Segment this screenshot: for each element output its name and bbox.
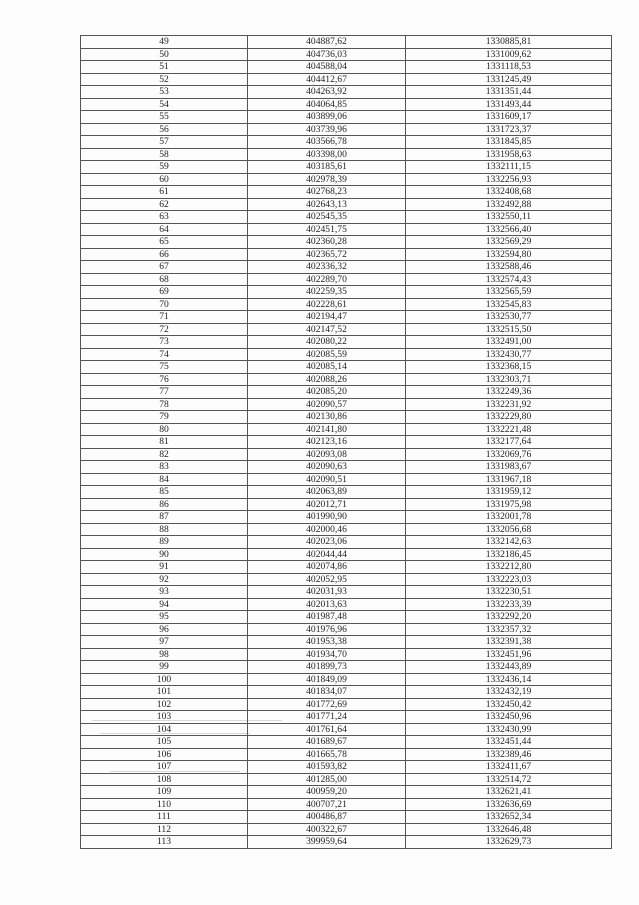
y-coordinate-cell: 1332629,73 — [406, 836, 612, 849]
table-row — [81, 48, 612, 61]
point-number-cell: 51 — [81, 61, 248, 74]
x-coordinate-cell: 402228,61 — [248, 298, 406, 311]
y-coordinate-cell: 1332646,48 — [406, 823, 612, 836]
point-number-cell: 57 — [81, 136, 248, 149]
point-number-cell: 80 — [81, 423, 248, 436]
table-row — [81, 386, 612, 399]
y-coordinate-cell: 1332056,68 — [406, 523, 612, 536]
x-coordinate-cell: 401987,48 — [248, 611, 406, 624]
point-number-cell: 73 — [81, 336, 248, 349]
y-coordinate-cell: 1332408,68 — [406, 186, 612, 199]
x-coordinate-cell: 402768,23 — [248, 186, 406, 199]
y-coordinate-cell: 1332357,32 — [406, 623, 612, 636]
point-number-cell: 94 — [81, 598, 248, 611]
point-number-cell: 87 — [81, 511, 248, 524]
y-coordinate-cell: 1332233,39 — [406, 598, 612, 611]
y-coordinate-cell: 1332230,51 — [406, 586, 612, 599]
x-coordinate-cell: 403899,06 — [248, 111, 406, 124]
table-row — [81, 436, 612, 449]
point-number-cell: 110 — [81, 798, 248, 811]
x-coordinate-cell: 402063,89 — [248, 486, 406, 499]
table-row — [81, 298, 612, 311]
point-number-cell: 72 — [81, 323, 248, 336]
point-number-cell: 84 — [81, 473, 248, 486]
x-coordinate-cell: 400959,20 — [248, 786, 406, 799]
table-row — [81, 123, 612, 136]
table-row — [81, 786, 612, 799]
point-number-cell: 113 — [81, 836, 248, 849]
y-coordinate-cell: 1330885,81 — [406, 36, 612, 49]
x-coordinate-cell: 402023,06 — [248, 536, 406, 549]
x-coordinate-cell: 402643,13 — [248, 198, 406, 211]
x-coordinate-cell: 401771,24 — [248, 711, 406, 724]
y-coordinate-cell: 1332223,03 — [406, 573, 612, 586]
table-row — [81, 111, 612, 124]
x-coordinate-cell: 402147,52 — [248, 323, 406, 336]
y-coordinate-cell: 1331967,18 — [406, 473, 612, 486]
point-number-cell: 103 — [81, 711, 248, 724]
x-coordinate-cell: 401772,69 — [248, 698, 406, 711]
x-coordinate-cell: 402090,63 — [248, 461, 406, 474]
x-coordinate-cell: 401934,70 — [248, 648, 406, 661]
y-coordinate-cell: 1332588,46 — [406, 261, 612, 274]
table-row — [81, 573, 612, 586]
y-coordinate-cell: 1332231,92 — [406, 398, 612, 411]
x-coordinate-cell: 402085,20 — [248, 386, 406, 399]
table-row — [81, 636, 612, 649]
table-row — [81, 448, 612, 461]
y-coordinate-cell: 1331845,85 — [406, 136, 612, 149]
point-number-cell: 93 — [81, 586, 248, 599]
table-row — [81, 698, 612, 711]
y-coordinate-cell: 1331723,37 — [406, 123, 612, 136]
point-number-cell: 55 — [81, 111, 248, 124]
table-row — [81, 723, 612, 736]
table-row — [81, 711, 612, 724]
x-coordinate-cell: 402074,86 — [248, 561, 406, 574]
point-number-cell: 76 — [81, 373, 248, 386]
table-row — [81, 223, 612, 236]
y-coordinate-cell: 1332451,96 — [406, 648, 612, 661]
table-row — [81, 373, 612, 386]
x-coordinate-cell: 402052,95 — [248, 573, 406, 586]
table-row — [81, 286, 612, 299]
y-coordinate-cell: 1332391,38 — [406, 636, 612, 649]
x-coordinate-cell: 402090,57 — [248, 398, 406, 411]
point-number-cell: 64 — [81, 223, 248, 236]
table-row — [81, 98, 612, 111]
table-row — [81, 336, 612, 349]
point-number-cell: 53 — [81, 86, 248, 99]
y-coordinate-cell: 1331609,17 — [406, 111, 612, 124]
table-row — [81, 36, 612, 49]
x-coordinate-cell: 402259,35 — [248, 286, 406, 299]
y-coordinate-cell: 1331009,62 — [406, 48, 612, 61]
x-coordinate-cell: 403739,96 — [248, 123, 406, 136]
x-coordinate-cell: 401285,00 — [248, 773, 406, 786]
table-row — [81, 748, 612, 761]
y-coordinate-cell: 1332186,45 — [406, 548, 612, 561]
y-coordinate-cell: 1331958,63 — [406, 148, 612, 161]
point-number-cell: 111 — [81, 811, 248, 824]
y-coordinate-cell: 1331351,44 — [406, 86, 612, 99]
point-number-cell: 59 — [81, 161, 248, 174]
y-coordinate-cell: 1331983,67 — [406, 461, 612, 474]
table-row — [81, 248, 612, 261]
table-row — [81, 761, 612, 774]
y-coordinate-cell: 1332001,78 — [406, 511, 612, 524]
y-coordinate-cell: 1331959,12 — [406, 486, 612, 499]
table-row — [81, 198, 612, 211]
x-coordinate-cell: 402088,26 — [248, 373, 406, 386]
point-number-cell: 106 — [81, 748, 248, 761]
table-row — [81, 498, 612, 511]
x-coordinate-cell: 401761,64 — [248, 723, 406, 736]
y-coordinate-cell: 1332142,63 — [406, 536, 612, 549]
point-number-cell: 82 — [81, 448, 248, 461]
y-coordinate-cell: 1332212,80 — [406, 561, 612, 574]
x-coordinate-cell: 401953,38 — [248, 636, 406, 649]
point-number-cell: 63 — [81, 211, 248, 224]
point-number-cell: 99 — [81, 661, 248, 674]
point-number-cell: 112 — [81, 823, 248, 836]
x-coordinate-cell: 400486,87 — [248, 811, 406, 824]
table-row — [81, 536, 612, 549]
x-coordinate-cell: 399959,64 — [248, 836, 406, 849]
x-coordinate-cell: 402044,44 — [248, 548, 406, 561]
table-row — [81, 736, 612, 749]
table-row — [81, 161, 612, 174]
x-coordinate-cell: 402130,86 — [248, 411, 406, 424]
table-row — [81, 461, 612, 474]
x-coordinate-cell: 404412,67 — [248, 73, 406, 86]
x-coordinate-cell: 400707,21 — [248, 798, 406, 811]
y-coordinate-cell: 1332432,19 — [406, 686, 612, 699]
y-coordinate-cell: 1332411,67 — [406, 761, 612, 774]
x-coordinate-cell: 402085,14 — [248, 361, 406, 374]
table-row — [81, 673, 612, 686]
x-coordinate-cell: 404263,92 — [248, 86, 406, 99]
point-number-cell: 60 — [81, 173, 248, 186]
point-number-cell: 107 — [81, 761, 248, 774]
point-number-cell: 65 — [81, 236, 248, 249]
point-number-cell: 100 — [81, 673, 248, 686]
x-coordinate-cell: 402194,47 — [248, 311, 406, 324]
y-coordinate-cell: 1332491,00 — [406, 336, 612, 349]
point-number-cell: 91 — [81, 561, 248, 574]
x-coordinate-cell: 400322,67 — [248, 823, 406, 836]
x-coordinate-cell: 403398,00 — [248, 148, 406, 161]
table-row — [81, 211, 612, 224]
x-coordinate-cell: 401689,67 — [248, 736, 406, 749]
y-coordinate-cell: 1332177,64 — [406, 436, 612, 449]
table-row — [81, 548, 612, 561]
y-coordinate-cell: 1332652,34 — [406, 811, 612, 824]
x-coordinate-cell: 401899,73 — [248, 661, 406, 674]
x-coordinate-cell: 401990,90 — [248, 511, 406, 524]
point-number-cell: 88 — [81, 523, 248, 536]
point-number-cell: 89 — [81, 536, 248, 549]
point-number-cell: 81 — [81, 436, 248, 449]
table-row — [81, 611, 612, 624]
point-number-cell: 90 — [81, 548, 248, 561]
coordinates-table-body — [81, 36, 612, 849]
x-coordinate-cell: 402123,16 — [248, 436, 406, 449]
point-number-cell: 50 — [81, 48, 248, 61]
table-row — [81, 273, 612, 286]
y-coordinate-cell: 1332069,76 — [406, 448, 612, 461]
table-row — [81, 598, 612, 611]
point-number-cell: 56 — [81, 123, 248, 136]
table-row — [81, 411, 612, 424]
y-coordinate-cell: 1332111,15 — [406, 161, 612, 174]
x-coordinate-cell: 402090,51 — [248, 473, 406, 486]
point-number-cell: 75 — [81, 361, 248, 374]
table-row — [81, 773, 612, 786]
table-row — [81, 423, 612, 436]
table-row — [81, 561, 612, 574]
y-coordinate-cell: 1332450,96 — [406, 711, 612, 724]
point-number-cell: 69 — [81, 286, 248, 299]
coordinates-table — [80, 35, 612, 849]
x-coordinate-cell: 402013,63 — [248, 598, 406, 611]
table-row — [81, 686, 612, 699]
x-coordinate-cell: 403185,61 — [248, 161, 406, 174]
y-coordinate-cell: 1332450,42 — [406, 698, 612, 711]
x-coordinate-cell: 402289,70 — [248, 273, 406, 286]
table-row — [81, 798, 612, 811]
y-coordinate-cell: 1332443,89 — [406, 661, 612, 674]
x-coordinate-cell: 403566,78 — [248, 136, 406, 149]
x-coordinate-cell: 401849,09 — [248, 673, 406, 686]
point-number-cell: 97 — [81, 636, 248, 649]
point-number-cell: 79 — [81, 411, 248, 424]
y-coordinate-cell: 1332550,11 — [406, 211, 612, 224]
y-coordinate-cell: 1332256,93 — [406, 173, 612, 186]
y-coordinate-cell: 1331975,98 — [406, 498, 612, 511]
point-number-cell: 105 — [81, 736, 248, 749]
point-number-cell: 86 — [81, 498, 248, 511]
y-coordinate-cell: 1332594,80 — [406, 248, 612, 261]
point-number-cell: 54 — [81, 98, 248, 111]
x-coordinate-cell: 402451,75 — [248, 223, 406, 236]
table-row — [81, 648, 612, 661]
table-row — [81, 473, 612, 486]
point-number-cell: 52 — [81, 73, 248, 86]
y-coordinate-cell: 1332621,41 — [406, 786, 612, 799]
x-coordinate-cell: 402978,39 — [248, 173, 406, 186]
y-coordinate-cell: 1332451,44 — [406, 736, 612, 749]
y-coordinate-cell: 1332574,43 — [406, 273, 612, 286]
y-coordinate-cell: 1332303,71 — [406, 373, 612, 386]
y-coordinate-cell: 1332514,72 — [406, 773, 612, 786]
table-row — [81, 61, 612, 74]
point-number-cell: 74 — [81, 348, 248, 361]
table-row — [81, 86, 612, 99]
point-number-cell: 104 — [81, 723, 248, 736]
point-number-cell: 92 — [81, 573, 248, 586]
point-number-cell: 66 — [81, 248, 248, 261]
table-row — [81, 73, 612, 86]
y-coordinate-cell: 1332430,77 — [406, 348, 612, 361]
x-coordinate-cell: 402031,93 — [248, 586, 406, 599]
table-row — [81, 186, 612, 199]
point-number-cell: 68 — [81, 273, 248, 286]
y-coordinate-cell: 1332636,69 — [406, 798, 612, 811]
table-row — [81, 148, 612, 161]
table-row — [81, 323, 612, 336]
x-coordinate-cell: 401834,07 — [248, 686, 406, 699]
point-number-cell: 83 — [81, 461, 248, 474]
table-row — [81, 823, 612, 836]
y-coordinate-cell: 1331118,53 — [406, 61, 612, 74]
x-coordinate-cell: 402365,72 — [248, 248, 406, 261]
table-row — [81, 398, 612, 411]
table-row — [81, 523, 612, 536]
y-coordinate-cell: 1332436,14 — [406, 673, 612, 686]
point-number-cell: 67 — [81, 261, 248, 274]
table-row — [81, 661, 612, 674]
point-number-cell: 109 — [81, 786, 248, 799]
point-number-cell: 102 — [81, 698, 248, 711]
y-coordinate-cell: 1332530,77 — [406, 311, 612, 324]
point-number-cell: 62 — [81, 198, 248, 211]
x-coordinate-cell: 402012,71 — [248, 498, 406, 511]
y-coordinate-cell: 1332566,40 — [406, 223, 612, 236]
table-row — [81, 486, 612, 499]
x-coordinate-cell: 402080,22 — [248, 336, 406, 349]
point-number-cell: 61 — [81, 186, 248, 199]
table-row — [81, 361, 612, 374]
point-number-cell: 85 — [81, 486, 248, 499]
x-coordinate-cell: 401665,78 — [248, 748, 406, 761]
table-row — [81, 236, 612, 249]
y-coordinate-cell: 1332430,99 — [406, 723, 612, 736]
x-coordinate-cell: 402000,46 — [248, 523, 406, 536]
x-coordinate-cell: 404736,03 — [248, 48, 406, 61]
table-row — [81, 836, 612, 849]
table-row — [81, 623, 612, 636]
y-coordinate-cell: 1332368,15 — [406, 361, 612, 374]
y-coordinate-cell: 1332229,80 — [406, 411, 612, 424]
x-coordinate-cell: 402085,59 — [248, 348, 406, 361]
point-number-cell: 78 — [81, 398, 248, 411]
point-number-cell: 95 — [81, 611, 248, 624]
x-coordinate-cell: 404588,04 — [248, 61, 406, 74]
x-coordinate-cell: 401976,96 — [248, 623, 406, 636]
table-row — [81, 173, 612, 186]
x-coordinate-cell: 401593,82 — [248, 761, 406, 774]
point-number-cell: 58 — [81, 148, 248, 161]
point-number-cell: 77 — [81, 386, 248, 399]
x-coordinate-cell: 402336,32 — [248, 261, 406, 274]
x-coordinate-cell: 402141,80 — [248, 423, 406, 436]
point-number-cell: 108 — [81, 773, 248, 786]
y-coordinate-cell: 1332221,48 — [406, 423, 612, 436]
point-number-cell: 49 — [81, 36, 248, 49]
x-coordinate-cell: 404064,85 — [248, 98, 406, 111]
point-number-cell: 70 — [81, 298, 248, 311]
point-number-cell: 101 — [81, 686, 248, 699]
table-row — [81, 136, 612, 149]
table-row — [81, 511, 612, 524]
y-coordinate-cell: 1332492,88 — [406, 198, 612, 211]
y-coordinate-cell: 1331493,44 — [406, 98, 612, 111]
table-row — [81, 586, 612, 599]
y-coordinate-cell: 1332292,20 — [406, 611, 612, 624]
y-coordinate-cell: 1331245,49 — [406, 73, 612, 86]
y-coordinate-cell: 1332249,36 — [406, 386, 612, 399]
x-coordinate-cell: 402093,08 — [248, 448, 406, 461]
table-row — [81, 811, 612, 824]
table-row — [81, 311, 612, 324]
y-coordinate-cell: 1332565,59 — [406, 286, 612, 299]
x-coordinate-cell: 402360,28 — [248, 236, 406, 249]
y-coordinate-cell: 1332545,83 — [406, 298, 612, 311]
x-coordinate-cell: 404887,62 — [248, 36, 406, 49]
table-row — [81, 348, 612, 361]
y-coordinate-cell: 1332569,29 — [406, 236, 612, 249]
point-number-cell: 71 — [81, 311, 248, 324]
y-coordinate-cell: 1332389,46 — [406, 748, 612, 761]
point-number-cell: 96 — [81, 623, 248, 636]
x-coordinate-cell: 402545,35 — [248, 211, 406, 224]
table-row — [81, 261, 612, 274]
point-number-cell: 98 — [81, 648, 248, 661]
y-coordinate-cell: 1332515,50 — [406, 323, 612, 336]
